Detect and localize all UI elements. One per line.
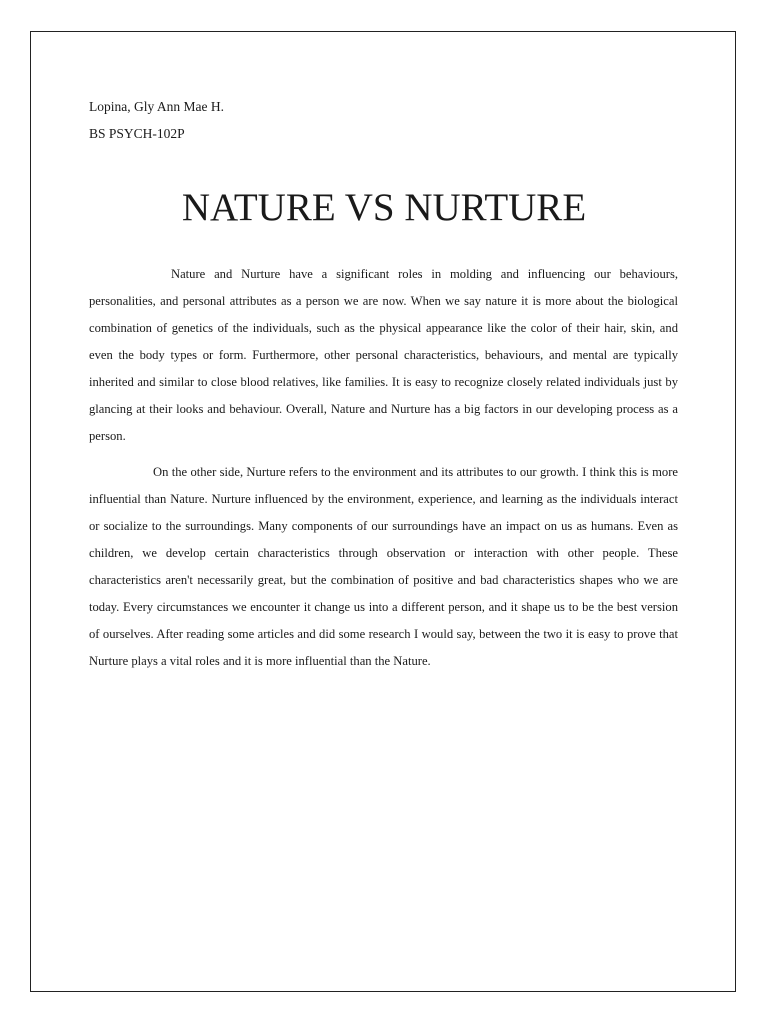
paragraph-nurture: On the other side, Nurture refers to the environment and its attributes to our growth. I think this is more influential than Nature. Nurture influenced by the environment, experience, and learning as the individuals interact or socialize to the surroundings. Many components of our surroundings have an impact on us as humans. Even as children, we develop certain characteristics through observation or interaction with other people. These characteristics aren't necessarily great, but the combination of positive and bad characteristics shapes who we are today. Every circumstances we encounter it change us into a different person, and it shape us to be the best version of ourselves. After reading some articles and did some research I would say, between the two it is easy to prove that Nurture plays a vital roles and it is more influential than the Nature. [89, 465, 678, 668]
document-title: NATURE VS NURTURE [181, 186, 587, 229]
course-section: BS PSYCH-102P [89, 126, 185, 141]
essay-body [89, 261, 678, 675]
paragraph-nature: Nature and Nurture have a significant roles in molding and influencing our behaviours, personalities, and personal attributes as a person we are now. When we say nature it is more about the biological combination of genetics of the individuals, such as the physical appearance like the color of their hair, skin, and even the body types or form. Furthermore, other personal characteristics, behaviours, and mental are typically inherited and similar to close blood relatives, like families. It is easy to recognize closely related individuals just by glancing at their looks and behaviour. Overall, Nature and Nurture has a big factors in our developing process as a person. [89, 267, 678, 443]
author-block [89, 93, 224, 147]
author-name: Lopina, Gly Ann Mae H. [89, 99, 224, 114]
